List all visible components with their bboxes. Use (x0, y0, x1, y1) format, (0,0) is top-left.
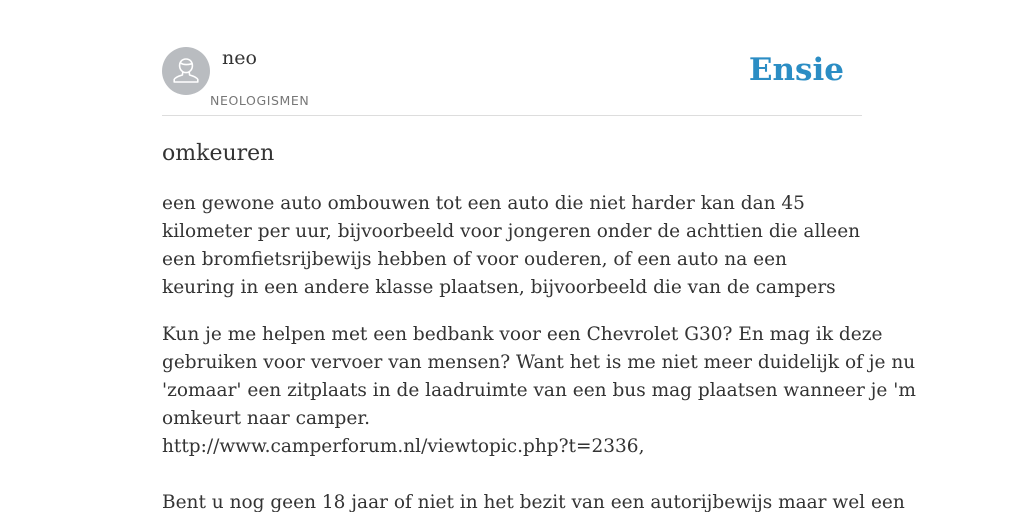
example-line: gebruiken voor vervoer van mensen? Want het is me niet meer duidelijk of je nu (162, 352, 916, 373)
user-silhouette-icon (162, 47, 210, 95)
avatar[interactable] (162, 47, 210, 95)
example-line: Kun je me helpen met een bedbank voor een Chevrolet G30? En mag ik deze (162, 324, 883, 345)
example-gap (162, 461, 862, 489)
entry-title: omkeuren (162, 141, 275, 166)
category-link[interactable]: NEOLOGISMEN (210, 93, 310, 108)
brand-logo[interactable]: Ensie (748, 52, 844, 88)
entry (162, 138, 916, 512)
example-line: 'zomaar' een zitplaats in de laadruimte van een bus mag plaatsen wanneer je 'm (162, 380, 916, 401)
example-line: omkeurt naar camper. (162, 408, 371, 429)
example-line: Bent u nog geen 18 jaar of niet in het bezit van een autorijbewijs maar wel een (162, 492, 905, 512)
entry-example (162, 321, 916, 512)
example-source-url: http://www.camperforum.nl/viewtopic.php?t=2336, (162, 436, 645, 457)
entry-definition: een gewone auto ombouwen tot een auto die niet harder kan dan 45 kilometer per uur, bijvoorbeeld voor jongeren onder de achttien die alleen een bromfietsrijbewijs hebben of voor ouderen, of een auto na een keuring in een andere klasse plaatsen, bijvoorbeeld die van de campers (162, 193, 861, 298)
header (162, 46, 862, 116)
username-link[interactable]: neo (222, 47, 257, 69)
